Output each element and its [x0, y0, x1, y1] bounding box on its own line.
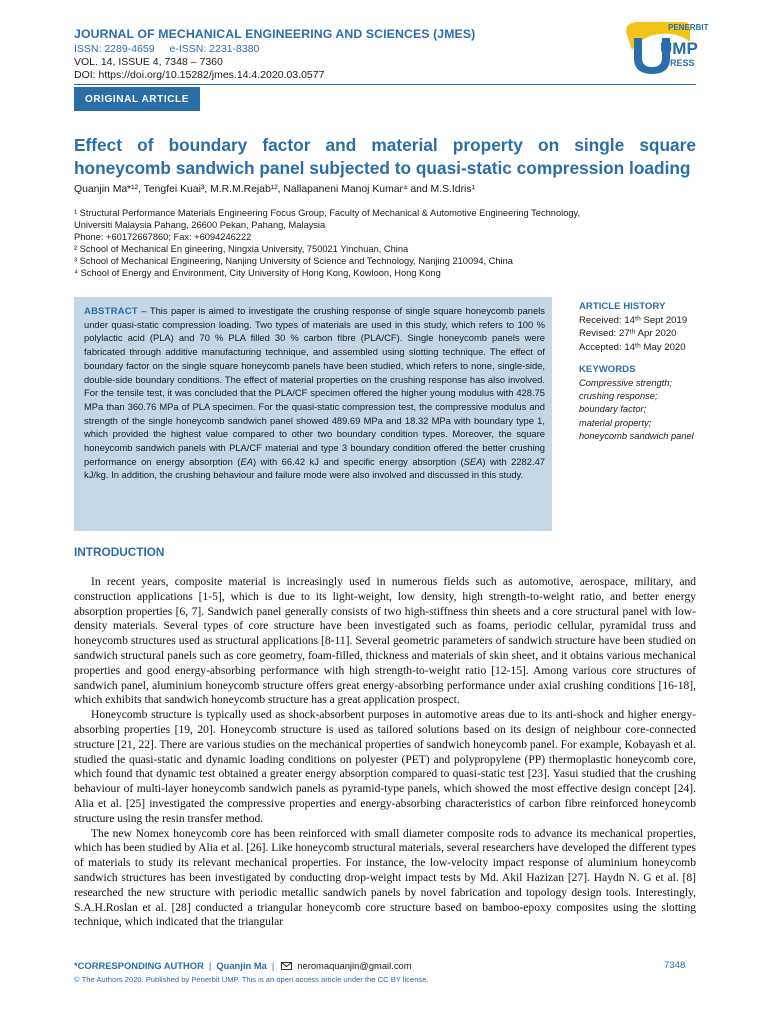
abstract-label: ABSTRACT: [84, 305, 138, 316]
volume-info: VOL. 14, ISSUE 4, 7348 – 7360: [74, 56, 223, 68]
header-divider: [74, 84, 696, 85]
affiliation-line: Phone: +60172667860; Fax: +6094246222: [74, 232, 252, 243]
abstract-part: – This paper is aimed to investigate the crushing response of single square honeycomb panels under quasi-static compression loading. Two types of materials are used in this study, which refers to 100 % polylactic acid (PLA) and 70 % PLA filled 30 % carbon fibre (PLA/CF). Single honeycomb panels were fabricated through additive manufacturing technique, and assembled using slotting technique. The effect of boundary factor on the single square honeycomb panels have been studied, which refers to none, single-side, double-side boundary conditions. The effect of material properties on the crushing response has also involved. For the tensile test, it was concluded that the PLA/CF specimen offered the higher young modulus with 428.75 MPa than 360.76 MPa of PLA specimen. For the quasi-static compression test, the compressive modulus and strength of the single honeycomb sandwich panel showed 489.69 MPa and 18.32 MPa with boundary type 1, which provided the highest value compared to other two boundary condition types. Moreover, the square honeycomb sandwich panels with PLA/CF material and type 3 boundary condition offered the better crushing performance on energy absorption (: [84, 305, 545, 467]
body-text: [74, 575, 696, 930]
abstract-box: [74, 297, 552, 531]
license-text: © The Authors 2020. Published by Penerbit UMP. This is an open access article under the CC BY license.: [74, 975, 429, 984]
article-title: Effect of boundary factor and material property on single square honeycomb sandwich panel subjected to quasi-static compression loading: [74, 135, 696, 178]
abstract-part: ) with 66.42 kJ and specific energy absorption (: [252, 455, 464, 467]
corresponding-name: Quanjin Ma: [216, 960, 267, 971]
issn-line: [74, 43, 271, 55]
issn: ISSN: 2289-4659: [74, 43, 155, 55]
article-sidebar: [579, 300, 709, 443]
affiliation-line: ⁴ School of Energy and Environment, City University of Hong Kong, Kowloon, Hong Kong: [74, 268, 441, 279]
author-list: Quanjin Ma*¹², Tengfei Kuai³, M.R.M.Rejab¹², Nallapaneni Manoj Kumar⁴ and M.S.Idris¹: [74, 184, 476, 195]
email-link[interactable]: neromaquanjin@gmail.com: [297, 960, 412, 971]
mail-icon: [281, 962, 292, 970]
abstract-term: EA: [240, 455, 253, 467]
keyword: honeycomb sandwich panel: [579, 430, 694, 441]
affiliation-line: ³ School of Mechanical Engineering, Nanjing University of Science and Technology, Nanjing 210094, China: [74, 256, 513, 267]
keyword: material property;: [579, 417, 652, 428]
section-heading: INTRODUCTION: [74, 545, 165, 559]
doi-link[interactable]: DOI: https://doi.org/10.15282/jmes.14.4.2020.03.0577: [74, 69, 325, 81]
footer-separator: |: [271, 960, 275, 971]
logo-big-text: UMP: [660, 39, 698, 58]
keyword: Compressive strength;: [579, 377, 673, 388]
affiliation-line: Universiti Malaysia Pahang, 26600 Pekan, Pahang, Malaysia: [74, 220, 326, 231]
logo-press-text: PRESS: [664, 58, 695, 68]
keywords-heading: KEYWORDS: [579, 364, 636, 376]
publisher-logo: [620, 18, 709, 80]
affiliation-line: ¹ Structural Performance Materials Engineering Focus Group, Faculty of Mechanical & Automotive Engineering Technology,: [74, 208, 581, 218]
eissn: e-ISSN: 2231-8380: [169, 43, 260, 55]
article-type-badge: ORIGINAL ARTICLE: [74, 87, 200, 111]
affiliation-line: ² School of Mechanical En gineering, Ningxia University, 750021 Yinchuan, China: [74, 244, 409, 255]
footer-separator: |: [208, 960, 212, 971]
logo-small-text: PENERBIT: [668, 23, 709, 32]
keyword: crushing response;: [579, 391, 658, 402]
history-heading: ARTICLE HISTORY: [579, 301, 666, 312]
abstract-part: ) with 2282.47 kJ/kg. In addition, the crushing behaviour and failure mode were also involved and discussed in this study.: [84, 455, 546, 481]
revised-date: Revised: 27ᵗʰ Apr 2020: [579, 328, 677, 340]
paragraph: The new Nomex honeycomb core has been reinforced with small diameter composite rods to advance its mechanical properties, which has been studied by Alia et al. [26]. Like honeycomb structural materials, several researchers have developed the different types of materials to study its relevant mechanical properties. For instance, the low-velocity impact response of aluminium honeycomb sandwich structures has been investigated by conducting drop-weight impact tests by Md. Akil Hazizan [27]. Haydn N. G et al. [8] researched the new structure with periodic metallic sandwich panels by novel fabrication and topology design tools. Interestingly, S.A.H.Roslan et al. [28] conducted a triangular honeycomb core structure based on bamboo-epoxy composites using the slotting technique, which indicated that the triangular: [74, 827, 696, 929]
corresponding-label: *CORRESPONDING AUTHOR: [74, 960, 204, 971]
affiliations: [74, 207, 696, 280]
page-number: 7348: [664, 960, 686, 971]
journal-title: JOURNAL OF MECHANICAL ENGINEERING AND SCIENCES (JMES): [74, 27, 476, 41]
paragraph: Honeycomb structure is typically used as shock-absorbent purposes in automotive areas due to its anti-shock and higher energy-absorbing properties [19, 20]. Honeycomb structure is used as tailored solutions based on its design of neighbour core-connected structure [21, 22]. There are various studies on the mechanical properties of sandwich honeycomb panel. For example, Kobayash et al. studied the quasi-static and dynamic loading conditions on polyester (PET) and polypropylene (PP) thermoplastic honeycomb core, which found that dynamic test obtained a greater energy absorption compared to quasi-static test [23]. Yasui studied that the crushing behaviour of multi-layer honeycomb sandwich panels as pyramid-type panels, which showed the most effective design concept [24]. Alia et al. [25] investigated the compressive properties and energy-absorbing characteristics of carbon fibre reinforced honeycomb structure using the resin transfer method.: [74, 709, 696, 825]
abstract-term: SEA: [463, 455, 483, 467]
received-date: Received: 14ᵗʰ Sept 2019: [579, 314, 688, 326]
paragraph: In recent years, composite material is increasingly used in numerous fields such as automotive, aerospace, military, and construction applications [1-5], which is due to its light-weight, low density, high strength-to-weight ratio, and better energy absorption properties [6, 7]. Sandwich panel generally consists of two high-stiffness thin sheets and a core structural panel with low-density materials. Several types of core structure have been investigated such as foams, periodic cellular, pyramidal truss and honeycomb structures used as structural applications [8-11]. Several geometric parameters of sandwich structure have been studied on sandwich structural panels such as core geometry, foam-filled, thickness and materials of skin sheet, and it obtains various mechanical properties and good energy-absorbing performance with high strength-to-weight ratio [12-15]. Among various core structures of sandwich panel, aluminium honeycomb structure offers great energy-absorbing performance under axial crushing conditions [16-18], which exhibits that sandwich honeycomb structure has a great application prospect.: [74, 576, 696, 707]
keyword: boundary factor;: [579, 404, 647, 415]
footer-bar: [74, 960, 412, 971]
accepted-date: Accepted: 14ᵗʰ May 2020: [579, 341, 686, 353]
abstract-text: [84, 304, 545, 482]
